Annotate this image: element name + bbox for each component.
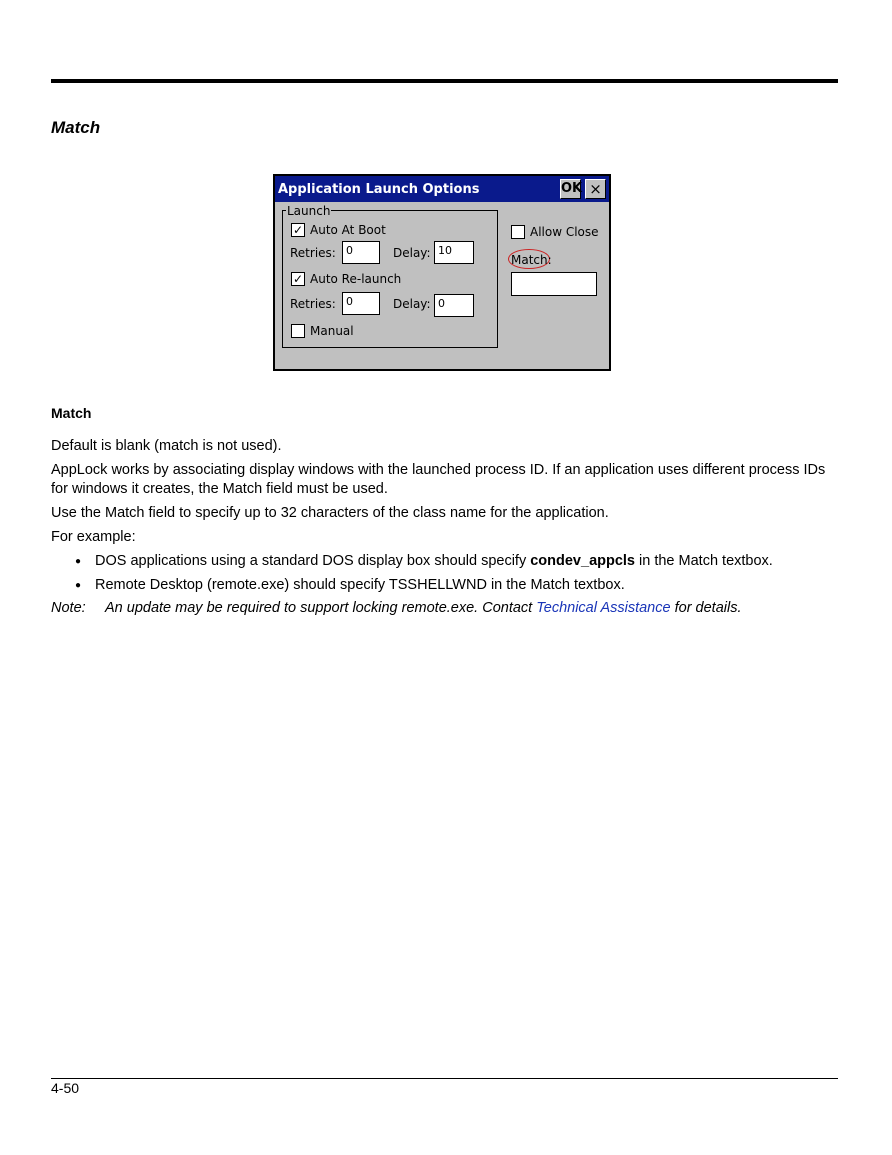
note: [51, 600, 742, 616]
boot-retries-label: Retries:: [290, 246, 336, 260]
match-label: Match:: [511, 253, 552, 267]
ok-button[interactable]: OK: [560, 179, 581, 199]
relaunch-delay-label: Delay:: [393, 297, 431, 311]
match-field[interactable]: [511, 272, 597, 296]
bullet-icon: ●: [75, 556, 82, 567]
auto-relaunch-option[interactable]: [291, 272, 401, 286]
relaunch-retries-field[interactable]: 0: [342, 292, 380, 315]
auto-at-boot-option[interactable]: [291, 223, 386, 237]
dialog-title: Application Launch Options: [278, 182, 480, 197]
manual-option[interactable]: [291, 324, 354, 338]
auto-relaunch-label: Auto Re-launch: [310, 272, 402, 286]
note-label: Note:: [51, 600, 86, 616]
list-item: [75, 552, 773, 571]
manual-checkbox[interactable]: [291, 324, 305, 338]
manual-label: Manual: [310, 324, 354, 338]
boot-retries-field[interactable]: 0: [342, 241, 380, 264]
header-rule: [51, 79, 838, 83]
footer-rule: [51, 1078, 838, 1079]
auto-at-boot-label: Auto At Boot: [310, 223, 386, 237]
technical-assistance-link[interactable]: Technical Assistance: [536, 600, 671, 616]
relaunch-delay-field[interactable]: 0: [434, 294, 474, 317]
note-text: An update may be required to support locking remote.exe. Contact Technical Assistance for details.: [105, 600, 742, 616]
list-item-text: DOS applications using a standard DOS display box should specify condev_appcls in the Match textbox.: [95, 553, 773, 569]
subheading: Match: [51, 405, 92, 421]
relaunch-retries-label: Retries:: [290, 297, 336, 311]
boot-delay-field[interactable]: 10: [434, 241, 474, 264]
dialog-titlebar: [275, 176, 609, 202]
auto-at-boot-checkbox[interactable]: ✓: [292, 223, 304, 237]
close-button[interactable]: ×: [585, 179, 606, 199]
application-launch-options-dialog: [273, 174, 611, 371]
list-item: [75, 576, 625, 595]
section-title: Match: [51, 118, 101, 137]
paragraph-example: For example:: [51, 529, 136, 545]
boot-delay-label: Delay:: [393, 246, 431, 260]
allow-close-option[interactable]: [511, 225, 599, 239]
paragraph-default: Default is blank (match is not used).: [51, 438, 282, 454]
launch-group-label: Launch: [287, 204, 331, 218]
page-number: 4-50: [51, 1080, 80, 1096]
list-item-text: Remote Desktop (remote.exe) should specify TSSHELLWND in the Match textbox.: [95, 577, 625, 593]
allow-close-label: Allow Close: [530, 225, 599, 239]
auto-relaunch-checkbox[interactable]: ✓: [292, 272, 304, 286]
paragraph-usage: Use the Match field to specify up to 32 characters of the class name for the application.: [51, 505, 609, 521]
allow-close-checkbox[interactable]: [511, 225, 525, 239]
condev-appcls-term: condev_appcls: [530, 553, 635, 569]
paragraph-applock: AppLock works by associating display windows with the launched process ID. If an application uses different process IDs for windows it creates, the Match field must be used.: [51, 462, 826, 497]
bullet-icon: ●: [75, 580, 82, 591]
